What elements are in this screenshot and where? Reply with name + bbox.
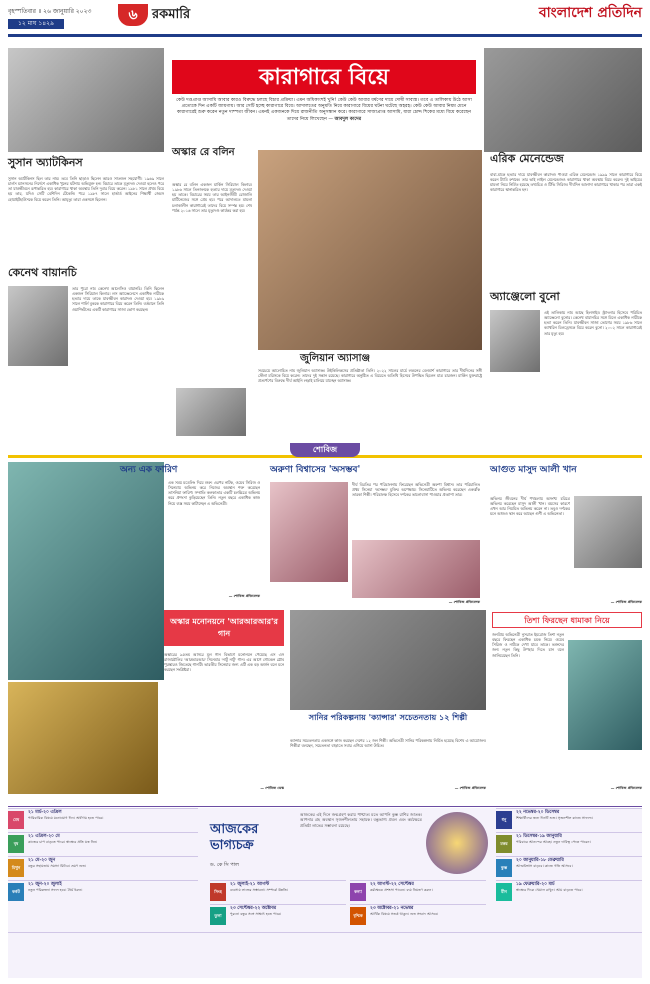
horoscope-sign-capricorn bbox=[496, 832, 642, 854]
lead-author: আবদুল কাদের bbox=[334, 116, 362, 122]
story-body: সবচেয়ে আলোচিত নাম জুলিয়ান অ্যাসাঞ্জ। উইকিলিকসের প্রতিষ্ঠাতা তিনি। ২০২২ সালের মার্চে লন্ডনের বেলমার্শ কারাগারে তার দীর্ঘদিনের সঙ্গী স্টেলা মরিসকে বিয়ে করেন। তাদের দুই সন্তান রয়েছে। কারাগারে অনুষ্ঠিত এ বিয়েতে অতিথি হিসেবে উপস্থিত ছিলেন মাত্র চারজন। মার্কিন যুক্তরাষ্ট্রে প্রত্যর্পণের বিরুদ্ধে দীর্ঘ আইনি লড়াই চালিয়ে যাচ্ছেন অ্যাসাঞ্জ। bbox=[258, 368, 482, 384]
pisces-label: মীন bbox=[496, 883, 512, 901]
angelo-buono-photo bbox=[490, 310, 540, 372]
sign-text: কাজের চাপ বাড়তে পারে। স্বাস্থ্যের প্রতি যত্ন নিন। bbox=[28, 840, 98, 844]
horoscope-sign-gemini bbox=[8, 856, 198, 878]
zodiac-wheel-icon bbox=[426, 812, 488, 874]
tisha-photo bbox=[568, 640, 642, 750]
oscar-bolin-photo bbox=[176, 388, 246, 436]
horoscope-sign-virgo bbox=[350, 880, 486, 902]
gemini-label: মিথুন bbox=[8, 859, 24, 877]
sign-text: স্বাস্থ্যের দিকে খেয়াল রাখুন। আয় বাড়তে পারে। bbox=[516, 888, 583, 892]
story-credit: — শোবিজ প্রতিবেদক bbox=[454, 786, 486, 790]
horoscope-sign-libra bbox=[210, 904, 346, 926]
story-title: আগুত মাসুদ আলী খান bbox=[490, 465, 577, 475]
story-credit: — শোবিজ প্রতিবেদক bbox=[610, 600, 642, 604]
susan-atkins-photo bbox=[8, 48, 164, 152]
story-title: জুলিয়ান অ্যাসাঞ্জ bbox=[300, 353, 371, 364]
sign-range: ২৩ অক্টোবর-২১ নভেম্বর bbox=[370, 906, 414, 911]
feature-lead bbox=[172, 98, 476, 138]
story-body: এক সময় মডেলিং দিয়ে শুরু। এরপর নাটক, ওয়েব সিরিজ ও সিনেমায় অভিনয় করে নিজের অবস্থান শক্ত করেছেন তাসনিয়া ফারিণ। সম্প্রতি কলকাতার একটি চলচ্চিত্রে অভিনয় করে প্রশংসা কুড়িয়েছেন তিনি। নতুন বছরে একাধিক কাজ নিয়ে ব্যস্ত সময় কাটাচ্ছেন এ অভিনেত্রী। bbox=[168, 480, 260, 506]
assange-wedding-photo bbox=[258, 150, 482, 350]
rrr-dance-photo bbox=[8, 682, 158, 794]
story-body-cont bbox=[8, 372, 168, 434]
story-title: সানির পরিকল্পনায় 'ক্যান্সার' সচেতনতায় ১২ শিল্পী bbox=[308, 712, 468, 722]
artists-group-photo bbox=[290, 610, 486, 710]
rrr-headline: অস্কার মনোনয়নে 'আরআরআর'র গান bbox=[164, 610, 284, 646]
story-body: দীর্ঘ বিরতির পর পরিচালনায় ফিরেছেন অভিনেত্রী অরুণা বিশ্বাস। তার পরিচালিত প্রথম সিনেমা 'অসম্ভব' মুক্তির অপেক্ষায়। সিনেমাটিতে অভিনয় করেছেন একঝাঁক তারকা শিল্পী। পরিচালক হিসেবে দর্শকের ভালোবাসা পাওয়ার প্রত্যাশা তার। bbox=[352, 482, 480, 498]
horoscope-intro: আজকের এই দিনে জন্মগ্রহণ করায় পাশ্চাত্য মতে আপনি কুম্ভ রাশির জাতক। আপনার গ্রহ অবস্থান সৃজনশীলতায় সহায়ক। বন্ধুভাগ্য প্রবল এবং কর্মক্ষেত্রে প্রতিষ্ঠা লাভের সম্ভাবনা রয়েছে। bbox=[300, 812, 422, 828]
horoscope-footer bbox=[8, 932, 642, 976]
feature-banner: কারাগারে বিয়ে bbox=[172, 60, 476, 94]
sign-text: পুরনো বন্ধুর সঙ্গে সাক্ষাৎ হতে পারে। bbox=[230, 912, 282, 916]
sign-range: ২১ জুন-২০ জুলাই bbox=[28, 882, 62, 887]
header-rule bbox=[8, 34, 642, 37]
sign-range: ২১ এপ্রিল-২০ মে bbox=[28, 834, 60, 839]
sign-range: ২১ জুলাই-২১ আগস্ট bbox=[230, 882, 270, 887]
sign-range: ২২ আগস্ট-২২ সেপ্টেম্বর bbox=[370, 882, 414, 887]
story-title: কেনেথ বায়ানচি bbox=[8, 266, 77, 279]
story-title: অস্কার রে বলিন bbox=[172, 147, 235, 158]
showbiz-label: শোবিজ bbox=[290, 443, 360, 457]
horoscope-sign-leo bbox=[210, 880, 346, 902]
sign-text: শিক্ষার্থীদের জন্য দিনটি শুভ। সৃজনশীল কাজে সাফল্য। bbox=[516, 816, 593, 820]
horoscope-sign-sagittarius bbox=[496, 808, 642, 830]
story-title: অ্যাঞ্জেলো বুনো bbox=[490, 290, 560, 303]
aquarius-label: কুম্ভ bbox=[496, 859, 512, 877]
sign-range: ২০ জানুয়ারি-১৮ ফেব্রুয়ারি bbox=[516, 858, 564, 863]
sign-text: আত্মবিশ্বাস বাড়বে। কাজে গতি আসবে। bbox=[516, 864, 573, 868]
capricorn-label: মকর bbox=[496, 835, 512, 853]
sign-text: নতুন পরিকল্পনা সফল হবে। ধৈর্য ধরুন। bbox=[28, 888, 83, 892]
horoscope-sign-cancer bbox=[8, 880, 198, 902]
sagittarius-label: ধনু bbox=[496, 811, 512, 829]
cancer-label: কর্কট bbox=[8, 883, 24, 901]
libra-label: তুলা bbox=[210, 907, 226, 925]
horoscope-sign-pisces bbox=[496, 880, 642, 902]
date-line: বৃহস্পতিবার ॥ ২৬ জানুয়ারি ২০২৩ bbox=[8, 8, 92, 15]
sign-text: আর্থিক বিষয়ে সতর্ক থাকুন। শুভ সংবাদ আসবে। bbox=[370, 912, 439, 916]
story-credit: — শোবিজ প্রতিবেদক bbox=[610, 786, 642, 790]
sign-range: ১৯ ফেব্রুয়ারি-২০ মার্চ bbox=[516, 882, 555, 887]
bangla-date: ১২ মাঘ ১৪২৯ bbox=[8, 19, 64, 29]
scorpio-label: বৃশ্চিক bbox=[350, 907, 366, 925]
story-body: অস্কার রে বলিন একজন মার্কিন সিরিয়াল কিলার। ১৯৮৬ সালে তিনজনকে হত্যার দায়ে মৃত্যুদণ্ড দেওয়া হয় তাকে। বিচারের সময় তার আইনজীবী রোজালি মার্টিনেজের সঙ্গে প্রেম হয়। পরে আদালতে মামলা চলাকালীন কারাগারেই তাদের বিয়ে সম্পন্ন হয়। শেষ পর্যন্ত ২০১৬ সালে তার মৃত্যুদণ্ড কার্যকর করা হয়। bbox=[172, 182, 252, 213]
sign-text: পরিবারে আনন্দের আবহ। নতুন দায়িত্ব পেতে পারেন। bbox=[516, 840, 591, 844]
story-credit: — শোবিজ প্রতিবেদক bbox=[228, 594, 260, 598]
sign-text: ব্যবসায় লাভের সম্ভাবনা। সম্পর্কে উন্নতি। bbox=[230, 888, 289, 892]
sign-text: বন্ধুর সহায়তায় সমস্যা মিটবে। ভ্রমণ শুভ। bbox=[28, 864, 87, 868]
aries-label: মেষ bbox=[8, 811, 24, 829]
story-body: জনপ্রিয় অভিনেত্রী নুসরাত ইমরোজ তিশা নতুন বছরে ফিরছেন একাধিক চমক নিয়ে। ওয়েব সিরিজ ও নাটকে দেখা যাবে তাকে। ভক্তদের জন্য নতুন কিছু উপহার দিতে চান বলে জানিয়েছেন তিনি। bbox=[492, 632, 564, 658]
horoscope-rule bbox=[8, 806, 642, 807]
leo-label: সিংহ bbox=[210, 883, 226, 901]
sign-range: ২১ মার্চ-২০ এপ্রিল bbox=[28, 810, 62, 815]
farin-photo bbox=[270, 482, 348, 582]
sign-range: ২১ মে-২০ জুন bbox=[28, 858, 56, 863]
story-body: অস্কারের ৯৫তম আসরে মূল গান বিভাগে মনোনয়ন পেয়েছে এস এস রাজামৌলির 'আরআরআর' সিনেমার 'নাটু নাটু' গান। এর আগে গোল্ডেন গ্লোব পুরস্কারও জিতেছে গানটি। ভারতীয় সিনেমার জন্য এটি এক বড় অর্জন বলে মনে করছেন সংশ্লিষ্টরা। bbox=[164, 652, 284, 673]
story-body: তার পুরো নাম কেনেথ আলেসিও বায়ানচি। তিনি ছিলেন একজন সিরিয়াল কিলার। লস অ্যাঞ্জেলেসে একাধিক নারীকে হত্যার দায়ে তাকে যাবজ্জীবন কারাদণ্ড দেওয়া হয়। ১৯৮৯ সালে শার্লি বুককে কারাগারে বিয়ে করেন তিনি। বর্তমানে তিনি ওয়াশিংটনের একটি কারাগারে সাজা ভোগ করছেন। bbox=[72, 286, 164, 312]
sign-range: ২১ ডিসেম্বর-১৯ জানুয়ারি bbox=[516, 834, 562, 839]
story-credit: — শোবিজ ডেস্ক bbox=[260, 786, 284, 790]
section-title: রকমারি bbox=[152, 7, 191, 22]
story-credit: — শোবিজ প্রতিবেদক bbox=[448, 600, 480, 604]
horoscope-sign-scorpio bbox=[350, 904, 486, 926]
tisha-headline: তিশা ফিরছেন ধামাকা নিয়ে bbox=[492, 612, 642, 628]
aruna-biswas-photo bbox=[352, 540, 480, 598]
lead-text: কেউ দণ্ডপ্রাপ্ত আসামি আবার কারও বিরুদ্ধে চলছে বিচার প্রক্রিয়া। এমন অধিকাংশই খুনি! কেউ কেউ আবার ধর্ষণের দায়ে দোষী সাব্যস্ত। তবে এ তালিকায় উঠে আসা প্রত্যেকে দিন একটি জায়গায়। আর সেটি হচ্ছে কারাগারে বিয়ে। আদালতের অনুমতি নিয়ে কারাগারে বিয়ের ঘটনা ঘটেছে অহরহ। কেউ কেউ আবার নিয়ম মেনে কারাগারেই শুরু করেন নতুন দাম্পত্য জীবন। এমনই একজনকে দিয়ে রাজনীতি অনুসন্ধান করে। কারাগারে সাজাপ্রাপ্ত আসামি, যারা চোদ্দ শিকের মধ্যে বিয়ে করেছেন তাদের নিয়ে লিখেছেন — bbox=[176, 98, 472, 122]
horoscope-sign-taurus bbox=[8, 832, 198, 854]
story-body: ক্যান্সার সচেতনতায় একসঙ্গে কাজ করছেন দেশের ১২ জন শিল্পী। অভিনেত্রী সানির পরিকল্পনায় নির্মিত হয়েছে বিশেষ এ আয়োজন। শিল্পীরা বলছেন, সচেতনতা বাড়াতে সবার এগিয়ে আসা উচিত। bbox=[290, 738, 486, 749]
story-title: অরুণা বিশ্বাসের 'অসম্ভব' bbox=[270, 465, 361, 475]
horoscope-sign-aquarius bbox=[496, 856, 642, 878]
sign-text: পারিবারিক বিষয়ে মনোযোগ দিন। অর্থাগম হতে পারে। bbox=[28, 816, 104, 820]
story-body: বাবা-মাকে হত্যার দায়ে যাবজ্জীবন কারাদণ্ড পাওয়া এরিক মেনেন্ডেজ ১৯৯৯ সালে কারাগারে বিয়ে করেন ট্যামি রুথকে। তার ভাই লাইল মেনেন্ডেজও কারাগারে থাকা অবস্থায় বিয়ে করেন। দুই ভাইয়ের মামলা নিয়ে নির্মিত হয়েছে তথ্যচিত্র ও টিভি সিরিজ। দীর্ঘদিন আলাদা কারাগারে থাকার পর তারা একই কারাগারে স্থানান্তরিত হন। bbox=[490, 172, 642, 193]
kenneth-bianchi-photo bbox=[8, 286, 68, 366]
page-number: ৬ bbox=[118, 4, 148, 26]
erik-menendez-photo bbox=[484, 48, 642, 152]
sign-text: কর্মক্ষেত্রে প্রশংসা পাবেন। ব্যয় নিয়ন্ত্রণ করুন। bbox=[370, 888, 433, 892]
horoscope-sign-aries bbox=[8, 808, 198, 830]
sign-range: ২৩ সেপ্টেম্বর-২২ অক্টোবর bbox=[230, 906, 277, 911]
horoscope-title: আজকের ভাগ্যচক্র bbox=[210, 822, 259, 853]
story-body: এই তালিকায় নাম আছে হিলসাইড স্ট্র্যাংলার হিসেবে পরিচিত অ্যাঞ্জেলো বুনোর। কেনেথ বায়ানচির সঙ্গে মিলে একাধিক নারীকে হত্যা করেন তিনি। যাবজ্জীবন সাজা ভোগের সময় ১৯৮৬ সালে ক্যাথরিন চিলড্রেসকে বিয়ে করেন বুনো। ২০০২ সালে কারাগারেই তার মৃত্যু হয়। bbox=[544, 310, 642, 336]
masthead-logo: বাংলাদেশ প্রতিদিন bbox=[538, 5, 642, 21]
story-body: সুসান অ্যাটকিনস ছিল তার নাম। তবে তিনি ছাড়াও ছিলেন আরও সাতজন সহযোগী। ১৯৬৯ সালে চার্লস ম্যানসনের নির্দেশে একাধিক খুনের ঘটনায় অভিযুক্ত হন। বিচারে তাকে মৃত্যুদণ্ড দেওয়া হলেও পরে তা যাবজ্জীবনে রূপান্তরিত হয়। কারাগারে থাকা অবস্থায় তিনি দুবার বিয়ে করেন। ১৯৮১ সালে প্রথম বিয়ে হয় তার, যদিও সেটি বেশিদিন টেকেনি। পরে ১৯৮৭ সালে হার্ভার্ড আইনের শিক্ষার্থী জেমস হোয়াইটহাউসকে বিয়ে করেন তিনি। আমৃত্যু তারা একসঙ্গে ছিলেন। bbox=[8, 176, 164, 202]
virgo-label: কন্যা bbox=[350, 883, 366, 901]
horoscope-byline: ড. কে সি পাল bbox=[210, 862, 239, 868]
story-title: সুসান অ্যাটকিনস bbox=[8, 156, 83, 169]
masud-ali-khan-photo bbox=[574, 496, 642, 568]
sign-range: ২২ নভেম্বর-২০ ডিসেম্বর bbox=[516, 810, 560, 815]
story-body: অভিনয় জীবনের দীর্ঘ পথচলায় অসংখ্য চরিত্রে অভিনয় করেছেন মাসুদ আলী খান। বয়সের কারণে এখন আর নিয়মিত অভিনয় করেন না। তবুও দর্শকের মনে আজও স্থান করে আছেন গুণী এ অভিনেতা। bbox=[490, 496, 570, 517]
story-title: অন্য এক ফারিণ bbox=[120, 465, 178, 475]
rrr-stars-photo bbox=[8, 462, 164, 680]
story-title: এরিক মেনেন্ডেজ bbox=[490, 152, 564, 165]
taurus-label: বৃষ bbox=[8, 835, 24, 853]
